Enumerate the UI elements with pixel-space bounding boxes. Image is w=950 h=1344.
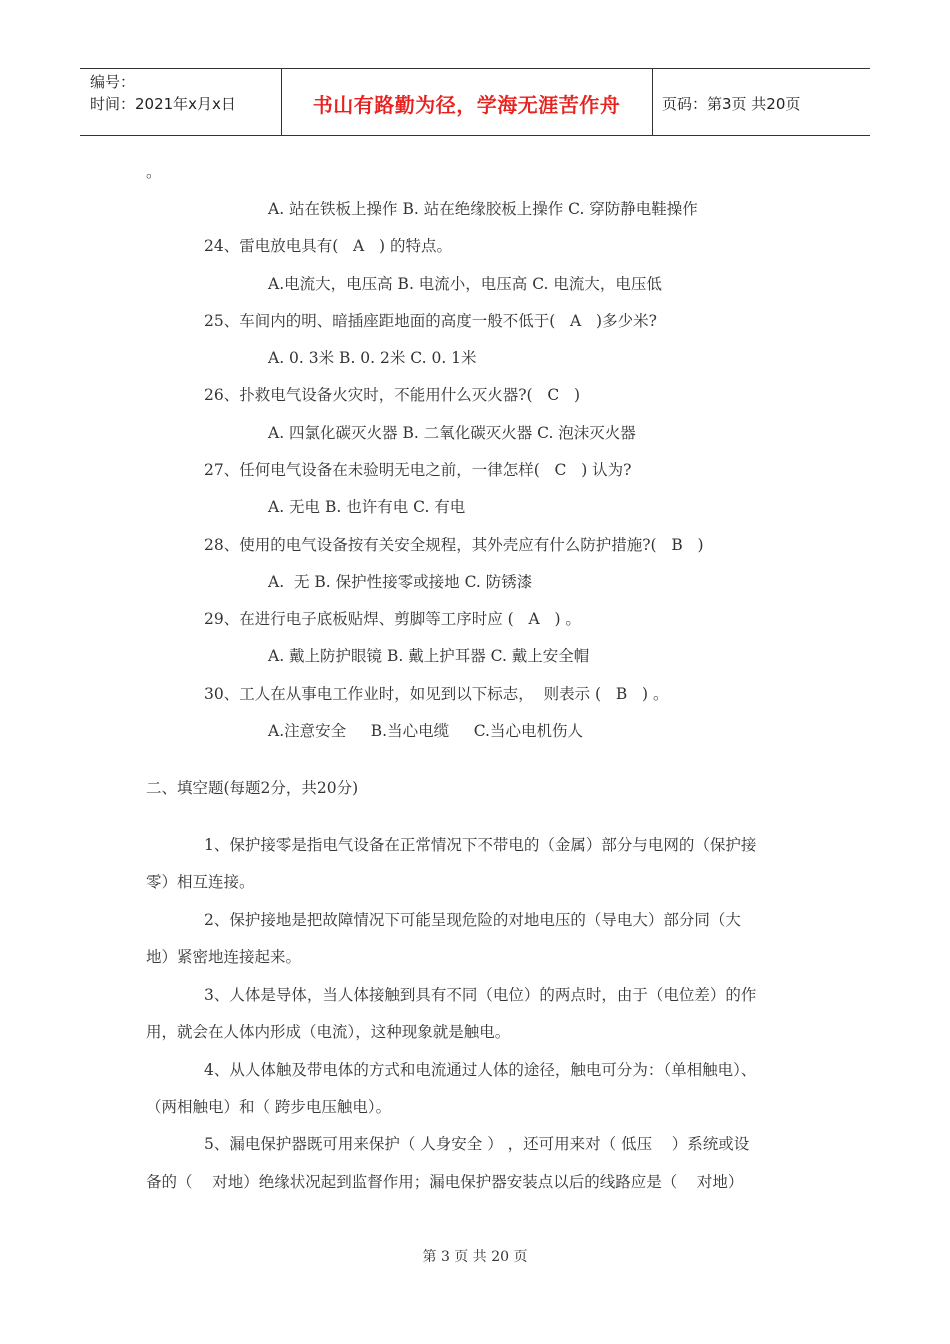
question-27: 27、任何电气设备在未验明无电之前，一律怎样( C ) 认为? <box>204 461 632 479</box>
answer-options: A. 戴上防护眼镜 B. 戴上护耳器 C. 戴上安全帽 <box>268 647 590 665</box>
fill-blank-2-cont: 地）紧密地连接起来。 <box>146 948 302 966</box>
answer-options: A. 站在铁板上操作 B. 站在绝缘胶板上操作 C. 穿防静电鞋操作 <box>268 200 698 218</box>
header-page-info: 页码：第3页 共20页 <box>662 94 801 113</box>
fill-blank-4-cont: （两相触电）和（ 跨步电压触电）。 <box>146 1098 392 1116</box>
fill-blank-3-cont: 用，就会在人体内形成（电流），这种现象就是触电。 <box>146 1023 511 1041</box>
fill-blank-1: 1、保护接零是指电气设备在正常情况下不带电的（金属）部分与电网的（保护接 <box>204 836 757 854</box>
header-meta <box>90 71 236 115</box>
header-motto: 书山有路勤为径，学海无涯苦作舟 <box>312 92 621 117</box>
fill-blank-2: 2、保护接地是把故障情况下可能呈现危险的对地电压的（导电大）部分同（大 <box>204 911 741 929</box>
answer-options: A.电流大，电压高 B. 电流小，电压高 C. 电流大，电压低 <box>268 275 662 293</box>
fill-blank-5: 5、漏电保护器既可用来保护（ 人身安全 ） ，还可用来对（ 低压 ）系统或设 <box>204 1135 750 1153</box>
question-26: 26、扑救电气设备火灾时，不能用什么灭火器?( C ) <box>204 386 581 404</box>
fill-blank-5-cont: 备的（ 对地）绝缘状况起到监督作用；漏电保护器安装点以后的线路应是（ 对地） <box>146 1173 744 1191</box>
answer-options: A. 无 B. 保护性接零或接地 C. 防锈漆 <box>268 573 533 591</box>
answer-options: A. 0. 3米 B. 0. 2米 C. 0. 1米 <box>268 349 477 367</box>
question-25: 25、车间内的明、暗插座距地面的高度一般不低于( A )多少米? <box>204 312 657 330</box>
page-footer: 第 3 页 共 20 页 <box>422 1249 528 1265</box>
header-code-label: 编号： <box>90 73 136 91</box>
header-time-label: 时间：2021年x月x日 <box>90 95 236 113</box>
question-28: 28、使用的电气设备按有关安全规程，其外壳应有什么防护措施?( B ) <box>204 536 704 554</box>
question-30: 30、工人在从事电工作业时，如见到以下标志， 则表示 ( B ) 。 <box>204 685 669 703</box>
answer-options: A. 四氯化碳灭火器 B. 二氧化碳灭火器 C. 泡沫灭火器 <box>268 424 636 442</box>
fill-blank-1-cont: 零）相互连接。 <box>146 873 255 891</box>
page-header <box>80 68 870 136</box>
fill-blank-4: 4、从人体触及带电体的方式和电流通过人体的途径，触电可分为：（单相触电）、 <box>204 1061 757 1079</box>
fill-blank-3: 3、人体是导体，当人体接触到具有不同（电位）的两点时，由于（电位差）的作 <box>204 986 757 1004</box>
text-line: 。 <box>146 163 162 181</box>
question-24: 24、雷电放电具有( A ) 的特点。 <box>204 237 453 255</box>
answer-options: A. 无电 B. 也许有电 C. 有电 <box>268 498 466 516</box>
section-heading: 二、填空题(每题2分，共20分) <box>146 779 359 797</box>
question-29: 29、在进行电子底板贴焊、剪脚等工序时应 ( A ) 。 <box>204 610 581 628</box>
answer-options: A.注意安全 B.当心电缆 C.当心电机伤人 <box>268 722 583 740</box>
